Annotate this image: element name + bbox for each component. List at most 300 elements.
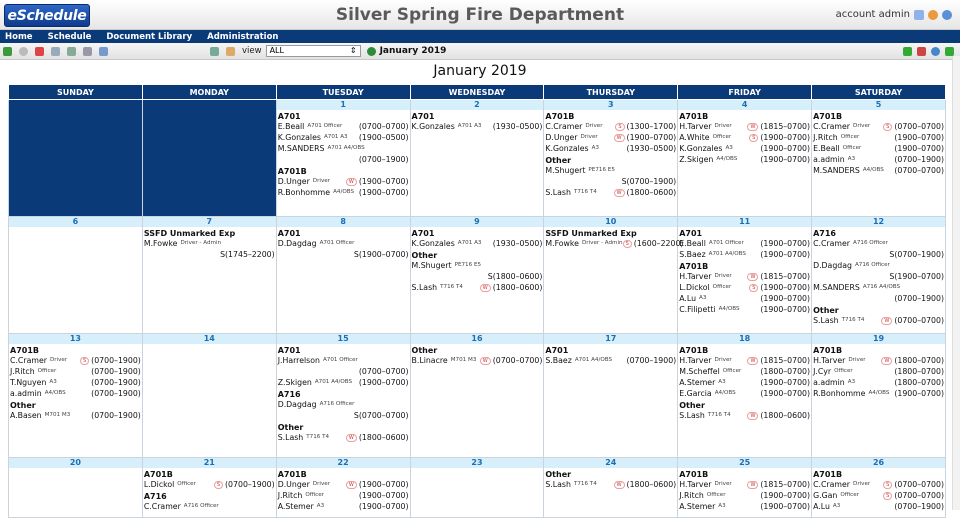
shift-entry[interactable]: [277, 479, 410, 490]
staff-role: A701 Officer: [319, 240, 355, 246]
clock-icon[interactable]: [19, 47, 28, 56]
shift-entry[interactable]: [277, 377, 410, 388]
day-cell[interactable]: [276, 100, 410, 217]
staff-name: J.Harrelson: [277, 356, 320, 365]
refresh-icon[interactable]: [903, 47, 912, 56]
staff-name: M.Shugert: [411, 261, 452, 270]
shift-badge-icon: W: [346, 481, 357, 489]
staff-role: A4/OBS: [718, 306, 740, 312]
shift-entry[interactable]: [544, 238, 684, 249]
shift-entry[interactable]: [678, 490, 811, 501]
day-number[interactable]: 23: [411, 458, 544, 468]
shift-entry[interactable]: [678, 238, 811, 249]
nav-administration[interactable]: Administration: [207, 31, 279, 42]
shift-badge-icon: W: [614, 134, 625, 142]
shift-time: (1900–0700): [760, 305, 811, 314]
shift-time[interactable]: (0700–1900): [894, 294, 944, 303]
day-number[interactable]: 5: [812, 100, 945, 110]
shift-badge-icon: S: [889, 250, 895, 259]
staff-name: C.Filipetti: [679, 305, 716, 314]
grid-icon[interactable]: [83, 47, 92, 56]
unit-group-title: Other: [545, 156, 572, 165]
shift-entry[interactable]: [277, 399, 410, 410]
staff-name: M.Fowke: [545, 239, 579, 248]
day-cell[interactable]: [9, 458, 143, 518]
staff-name: S.Baez: [679, 250, 706, 259]
shift-entry[interactable]: [544, 132, 677, 143]
shift-entry[interactable]: [9, 388, 142, 399]
staff-name: A.Stemer: [679, 502, 716, 511]
shift-badge-icon: S: [615, 123, 624, 131]
shift-time: (1930–0500): [492, 239, 543, 248]
shift-badge-icon: W: [480, 284, 491, 292]
staff-name: H.Tarver: [679, 480, 712, 489]
day-header-saturday: SATURDAY: [812, 85, 946, 100]
shift-badge-icon: W: [346, 178, 357, 186]
day-cell[interactable]: [812, 334, 946, 458]
shift-entry[interactable]: [277, 238, 410, 249]
calendar-day-icon[interactable]: [35, 47, 44, 56]
shift-time: (1900–0700): [760, 239, 811, 248]
day-number[interactable]: 18: [678, 334, 811, 344]
info-icon[interactable]: [931, 47, 940, 56]
shift-entry[interactable]: [812, 238, 945, 249]
day-number[interactable]: 9: [411, 217, 544, 227]
alert-calendar-icon[interactable]: [917, 47, 926, 56]
day-number[interactable]: 13: [9, 334, 142, 344]
shift-entry[interactable]: [678, 121, 811, 132]
staff-role: A716 A4/OBS: [862, 284, 901, 290]
shift-entry[interactable]: [277, 132, 410, 143]
day-number[interactable]: 19: [812, 334, 945, 344]
shift-entry[interactable]: [812, 165, 945, 176]
shift-badge-icon: W: [480, 357, 491, 365]
staff-name: R.Bonhomme: [277, 188, 331, 197]
staff-role: A3: [832, 503, 841, 509]
shift-entry[interactable]: [544, 355, 677, 366]
day-cell[interactable]: [678, 217, 812, 334]
staff-role: T716 T4: [841, 317, 865, 323]
shift-entry[interactable]: [277, 143, 410, 154]
help-icon[interactable]: [942, 10, 952, 20]
staff-name: G.Gan: [813, 491, 838, 500]
shift-time: S (0700–0700): [883, 479, 944, 490]
day-number[interactable]: 21: [143, 458, 276, 468]
shift-time: (1900–0700): [358, 491, 409, 500]
day-cell[interactable]: [142, 334, 276, 458]
staff-name: A.Stemer: [679, 378, 716, 387]
day-cell[interactable]: [410, 100, 544, 217]
shift-entry[interactable]: [812, 154, 945, 165]
staff-name: M.SANDERS: [813, 283, 860, 292]
day-cell[interactable]: [678, 458, 812, 518]
shift-entry[interactable]: [812, 479, 945, 490]
shift-entry[interactable]: [411, 260, 544, 271]
shift-entry[interactable]: [411, 121, 544, 132]
day-cell[interactable]: [142, 217, 276, 334]
unit-group-title: A716: [813, 229, 836, 238]
staff-role: Officer: [722, 368, 742, 374]
staff-role: Officer: [177, 481, 196, 487]
staff-name: K.Gonzales: [277, 133, 321, 142]
staff-name: L.Dickol: [679, 283, 710, 292]
nav-home[interactable]: Home: [5, 31, 33, 42]
unit-group-title: A701B: [277, 167, 307, 176]
shift-entry[interactable]: [812, 501, 945, 512]
shift-time[interactable]: S(1745–2200): [220, 250, 275, 259]
shift-time: W (0700–0700): [480, 355, 543, 366]
shift-entry[interactable]: [277, 121, 410, 132]
shift-time: (1900–0700): [894, 133, 944, 142]
shift-badge-icon: S: [883, 492, 892, 500]
shift-time: (1900–0700): [358, 188, 409, 197]
shift-time[interactable]: S(0700–1900): [889, 250, 944, 259]
day-cell[interactable]: [812, 217, 946, 334]
shift-time[interactable]: S(1900–0700): [889, 272, 944, 281]
shift-time: S (0700–0700): [883, 121, 944, 132]
staff-role: A701 Officer: [708, 240, 744, 246]
shift-time: S (1900–0700): [749, 132, 810, 143]
day-number[interactable]: 4: [678, 100, 811, 110]
staff-role: T716 T4: [440, 284, 463, 290]
day-number[interactable]: 10: [544, 217, 677, 227]
shift-time: (1900–0700): [760, 378, 811, 387]
staff-name: A.Lu: [813, 502, 830, 511]
staff-role: Driver: [714, 123, 732, 129]
day-number[interactable]: 20: [9, 458, 142, 468]
shift-badge-icon: S: [220, 250, 226, 259]
shift-time: (1800–0700): [894, 367, 944, 376]
staff-name: D.Dagdag: [813, 261, 852, 270]
unit-group-title: A701B: [813, 112, 843, 121]
day-cell[interactable]: [544, 334, 678, 458]
shift-time: S (0700–0700): [883, 490, 944, 501]
shift-badge-icon: S: [487, 272, 493, 281]
account-name[interactable]: account admin: [835, 9, 910, 20]
unit-group-title: SSFD Unmarked Exp: [545, 229, 637, 238]
shift-badge-icon: S: [80, 357, 89, 365]
unit-group-title: Other: [679, 401, 705, 410]
day-cell[interactable]: [410, 217, 544, 334]
staff-role: Driver: [848, 357, 866, 363]
unit-group-title: Other: [411, 251, 438, 260]
shift-entry[interactable]: [411, 282, 544, 293]
day-number[interactable]: 22: [277, 458, 410, 468]
shift-badge-icon: W: [614, 481, 625, 489]
shift-time: (1930–0500): [492, 122, 543, 131]
staff-name: M.Scheffel: [679, 367, 720, 376]
shift-entry[interactable]: [678, 304, 811, 315]
staff-role: Driver: [580, 134, 598, 140]
shift-entry[interactable]: [9, 366, 142, 377]
day-cell[interactable]: [9, 217, 143, 334]
day-number[interactable]: 3: [544, 100, 677, 110]
shift-badge-icon: W: [614, 189, 625, 197]
staff-name: K.Gonzales: [411, 122, 455, 131]
staff-name: H.Tarver: [679, 356, 712, 365]
shift-entry[interactable]: [812, 260, 945, 271]
staff-role: A716 Officer: [183, 503, 219, 509]
staff-name: J.Cyr: [813, 367, 832, 376]
shift-entry[interactable]: [411, 238, 544, 249]
back-arrow-icon[interactable]: [3, 47, 12, 56]
staff-name: Z.Skigen: [679, 155, 714, 164]
day-cell[interactable]: [678, 100, 812, 217]
staff-name: A.Lu: [679, 294, 697, 303]
staff-role: Driver - Admin: [581, 240, 623, 246]
day-number[interactable]: 12: [812, 217, 945, 227]
day-cell[interactable]: [276, 334, 410, 458]
shift-entry[interactable]: [9, 355, 142, 366]
eschedule-logo[interactable]: eSchedule: [4, 4, 90, 27]
shift-entry[interactable]: [277, 187, 410, 198]
staff-role: A716 Officer: [853, 240, 888, 246]
calendar-month-icon[interactable]: [67, 47, 76, 56]
staff-name: D.Unger: [277, 177, 310, 186]
shift-entry[interactable]: [812, 121, 945, 132]
shift-badge-icon: S: [353, 411, 359, 420]
shift-time[interactable]: (0700–0700): [358, 367, 409, 376]
shift-badge-icon: S: [214, 481, 223, 489]
toolbar: [0, 43, 960, 60]
shift-entry[interactable]: [143, 238, 276, 249]
shift-entry[interactable]: [544, 187, 677, 198]
shift-entry[interactable]: [678, 501, 811, 512]
week-row: [9, 334, 946, 458]
day-number[interactable]: 2: [411, 100, 544, 110]
day-number[interactable]: 8: [277, 217, 410, 227]
day-cell[interactable]: [544, 217, 684, 334]
unit-group-title: A701: [277, 229, 301, 238]
staff-role: A701 A4/OBS: [574, 357, 613, 363]
day-header-thursday: THURSDAY: [544, 85, 678, 100]
shift-entry[interactable]: [544, 479, 677, 490]
staff-role: Driver: [714, 357, 732, 363]
unit-group-title: A701B: [813, 346, 843, 355]
staff-role: PE716 E5: [588, 167, 615, 173]
calendar-week-icon[interactable]: [51, 47, 60, 56]
day-number[interactable]: 14: [143, 334, 276, 344]
shift-badge-icon: W: [346, 434, 357, 442]
list-icon[interactable]: [99, 47, 108, 56]
shift-entry[interactable]: [678, 366, 811, 377]
day-number[interactable]: 25: [678, 458, 811, 468]
shift-entry[interactable]: [678, 388, 811, 399]
shift-time: (1800–0700): [894, 378, 944, 387]
shift-time[interactable]: S(0700–1900): [621, 177, 677, 186]
unit-group-title: Other: [10, 401, 36, 410]
day-number[interactable]: 26: [812, 458, 945, 468]
shift-time: W (1800–0600): [346, 432, 409, 443]
staff-role: A701 A3: [323, 134, 348, 140]
staff-role: A701 A4/OBS: [327, 145, 365, 151]
day-cell[interactable]: [812, 100, 946, 217]
staff-name: J.Ritch: [10, 367, 35, 376]
staff-name: E.Beall: [679, 239, 706, 248]
shift-entry[interactable]: [678, 143, 811, 154]
day-cell[interactable]: [9, 100, 143, 217]
shift-time: (1800–0700): [760, 367, 811, 376]
staff-name: E.Beall: [813, 144, 840, 153]
shift-badge-icon: S: [749, 134, 758, 142]
shift-entry[interactable]: [143, 501, 276, 512]
shift-entry[interactable]: [277, 432, 410, 443]
staff-name: R.Bonhomme: [813, 389, 866, 398]
unit-group-title: SSFD Unmarked Exp: [143, 229, 236, 238]
month-picker-icon[interactable]: [367, 47, 376, 56]
day-number[interactable]: 1: [277, 100, 410, 110]
staff-role: Officer: [706, 492, 726, 498]
unit-group-title: A701B: [10, 346, 39, 355]
day-cell[interactable]: [678, 334, 812, 458]
staff-role: A4/OBS: [862, 167, 884, 173]
shift-badge-icon: W: [747, 357, 758, 365]
week-row: [9, 100, 946, 217]
day-cell[interactable]: [410, 334, 544, 458]
shift-time: (1900–0700): [760, 155, 811, 164]
top-bar: [0, 0, 960, 30]
nav-schedule[interactable]: Schedule: [47, 31, 92, 42]
staff-name: A.Basen: [10, 411, 42, 420]
staff-role: Officer: [37, 368, 57, 374]
staff-role: T716 T4: [306, 434, 330, 440]
staff-name: M.Shugert: [545, 166, 586, 175]
shift-entry[interactable]: [277, 355, 410, 366]
shift-entry[interactable]: [812, 388, 945, 399]
day-number[interactable]: 6: [9, 217, 142, 227]
unit-group-title: A701B: [679, 470, 709, 479]
shift-entry[interactable]: [9, 410, 142, 421]
shift-entry[interactable]: [812, 132, 945, 143]
shift-time[interactable]: S(1800–0600): [487, 272, 543, 281]
shift-entry[interactable]: [678, 132, 811, 143]
shift-entry[interactable]: [678, 410, 811, 421]
day-cell[interactable]: [142, 100, 276, 217]
shift-entry[interactable]: [812, 366, 945, 377]
shift-time[interactable]: S(0700–0700): [353, 411, 409, 420]
shift-time: (0700–1900): [91, 367, 141, 376]
staff-name: M.SANDERS: [813, 166, 860, 175]
staff-role: M701 M3: [450, 357, 477, 363]
staff-role: Officer: [842, 145, 862, 151]
shift-entry[interactable]: [812, 377, 945, 388]
select-arrow-icon: ⇕: [349, 46, 357, 55]
staff-name: D.Unger: [277, 480, 310, 489]
week-row: [9, 458, 946, 518]
staff-role: Officer: [305, 492, 324, 498]
staff-name: a.admin: [10, 389, 42, 398]
shift-entry[interactable]: [544, 143, 677, 154]
day-number[interactable]: 11: [678, 217, 811, 227]
day-cell[interactable]: [142, 458, 276, 518]
scrollbar[interactable]: [952, 56, 960, 510]
shift-entry[interactable]: [678, 479, 811, 490]
shift-entry[interactable]: [277, 490, 410, 501]
shift-entry[interactable]: [678, 282, 811, 293]
view-select-value: ALL: [269, 46, 284, 55]
shift-time: W (0700–0700): [881, 315, 944, 326]
shift-time: S (1600–2200): [623, 238, 684, 249]
staff-name: S.Lash: [277, 433, 304, 442]
shift-entry[interactable]: [812, 143, 945, 154]
mail-icon[interactable]: [914, 10, 924, 20]
day-cell[interactable]: [276, 217, 410, 334]
shift-entry[interactable]: [678, 293, 811, 304]
forward-arrow-icon[interactable]: [945, 47, 954, 56]
shift-badge-icon: S: [883, 481, 892, 489]
shift-time[interactable]: S(1900–0700): [353, 250, 409, 259]
day-number[interactable]: 17: [544, 334, 677, 344]
shift-entry[interactable]: [544, 121, 677, 132]
day-number[interactable]: 15: [277, 334, 410, 344]
shift-entry[interactable]: [678, 154, 811, 165]
shift-entry[interactable]: [544, 165, 677, 176]
day-cell[interactable]: [276, 458, 410, 518]
staff-name: D.Dagdag: [277, 239, 317, 248]
staff-role: Officer: [840, 134, 860, 140]
shift-entry[interactable]: [678, 249, 811, 260]
day-number[interactable]: 7: [143, 217, 276, 227]
staff-role: Officer: [712, 284, 732, 290]
shift-entry[interactable]: [143, 479, 276, 490]
notes-icon[interactable]: [226, 47, 235, 56]
shift-entry[interactable]: [411, 355, 544, 366]
shift-entry[interactable]: [678, 271, 811, 282]
shift-time[interactable]: (0700–1900): [358, 155, 409, 164]
staff-role: A716 Officer: [319, 401, 355, 407]
day-cell[interactable]: [9, 334, 143, 458]
unit-group-title: A701: [277, 346, 301, 355]
day-cell[interactable]: [544, 100, 678, 217]
shift-entry[interactable]: [678, 355, 811, 366]
day-cell[interactable]: [410, 458, 544, 518]
staff-name: S.Lash: [813, 316, 839, 325]
staff-role: Officer: [840, 492, 859, 498]
account-area: [836, 9, 952, 20]
shift-entry[interactable]: [277, 176, 410, 187]
shift-badge-icon: S: [621, 177, 627, 186]
user-icon[interactable]: [928, 10, 938, 20]
shift-entry[interactable]: [812, 490, 945, 501]
shift-entry[interactable]: [812, 355, 945, 366]
nav-document-library[interactable]: Document Library: [106, 31, 193, 42]
shift-time: S (1900–0700): [749, 282, 810, 293]
day-number[interactable]: 24: [544, 458, 677, 468]
unit-group-title: A701: [411, 229, 435, 238]
print-icon[interactable]: [210, 47, 219, 56]
shift-entry[interactable]: [812, 282, 945, 293]
view-select[interactable]: [266, 45, 361, 57]
staff-name: H.Tarver: [679, 122, 712, 131]
staff-role: A701 A4/OBS: [314, 379, 353, 385]
shift-time: (0700–1900): [626, 356, 677, 365]
shift-time: (0700–1900): [894, 502, 944, 511]
shift-time: (0700–0700): [894, 166, 944, 175]
staff-role: A3: [847, 156, 856, 162]
shift-entry[interactable]: [812, 315, 945, 326]
shift-entry[interactable]: [277, 501, 410, 512]
day-cell[interactable]: [544, 458, 678, 518]
staff-role: A4/OBS: [714, 390, 736, 396]
staff-role: PE716 E5: [454, 262, 482, 268]
staff-name: K.Gonzales: [679, 144, 723, 153]
staff-role: A701 A4/OBS: [708, 251, 746, 257]
day-number[interactable]: 16: [411, 334, 544, 344]
shift-entry[interactable]: [9, 377, 142, 388]
day-cell[interactable]: [812, 458, 946, 518]
staff-role: T716 T4: [573, 481, 597, 487]
shift-entry[interactable]: [678, 377, 811, 388]
